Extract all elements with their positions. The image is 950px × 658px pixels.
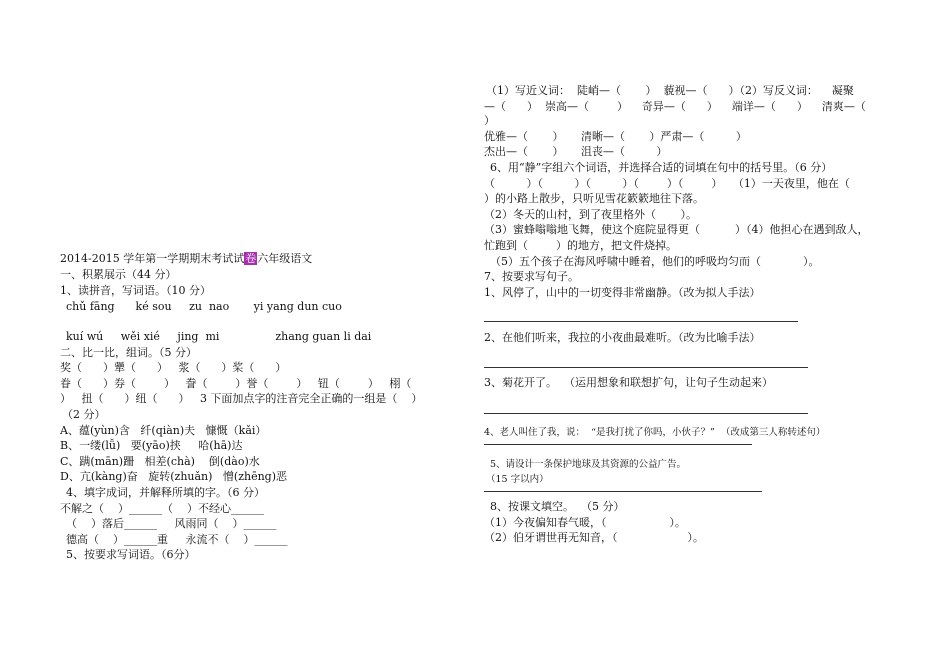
answer-line-2[interactable] (484, 367, 808, 368)
compare-row-2: 眷（ ）券（ ） 誊（ ）誉（ ） 钮（ ） 栩（ (60, 377, 412, 390)
question-4-heading: 4、填字成词，并解释所填的字。（6 分） (66, 486, 265, 499)
synonym-row-1: （1）写近义词： 陡峭—（ ） 藐视—（ ）（2）写反义词： 凝聚 (486, 84, 854, 97)
question-6-sentence-4: 忙跑到（ ）的地方，把文件烧掉。 (484, 239, 677, 252)
highlighted-char: 卷 (245, 252, 257, 265)
section-two-heading: 二、比一比，组词。（5 分） (60, 346, 197, 359)
answer-line-4[interactable] (484, 444, 752, 445)
pinyin-row-1: chǔ fāng ké sou zu nao yi yang dun cuo (66, 300, 342, 313)
antonym-row-3: 杰出—（ ） 沮丧—（ ） (484, 145, 668, 158)
question-8-item-1: （1）今夜偏知春气暖，（ ）。 (484, 516, 686, 529)
question-6-sentence-5: （5）五个孩子在海风呼啸中睡着，他们的呼吸均匀而（ ）。 (490, 255, 820, 268)
antonym-row-1-end: ） (484, 114, 495, 127)
question-6-sentence-2: （2）冬天的山村，到了夜里格外（ ）。 (484, 208, 697, 221)
question-7-item-4: 4、老人叫住了我，说： “是我打扰了你吗，小伙子？” （改成第三人称转述句） (484, 427, 826, 438)
question-6-heading: 6、用“静”字组六个词语，并选择合适的词填在句中的括号里。（6 分） (490, 161, 833, 174)
title-text-end: 六年级语文 (257, 252, 313, 265)
title-text: 2014-2015 学年第一学期期末考试试 (60, 252, 245, 265)
answer-line-5[interactable] (484, 491, 762, 492)
answer-line-3[interactable] (484, 413, 808, 414)
compare-row-3: ） 扭（ ）纽（ ） 3 下面加点字的注音完全正确的一组是（ ） (60, 392, 423, 405)
answer-line-1[interactable] (484, 321, 798, 322)
question-7-item-3: 3、菊花开了。 （运用想象和联想扩句，让句子生动起来） (484, 376, 773, 389)
question-8-heading: 8、按课文填空。 （5 分） (490, 500, 625, 513)
question-7-item-5-limit: （15 字以内） (486, 474, 549, 485)
question-1-heading: 1、读拼音，写词语。（10 分） (60, 284, 211, 297)
pinyin-row-2: kuí wú wěi xié jing mi zhang guan li dai (66, 330, 372, 343)
fill-row-1: 不解之（ ）______（ ）不经心______ (60, 502, 264, 515)
fill-row-2: （ ）落后______ 风雨同（ ）______ (66, 517, 277, 530)
section-one-heading: 一、积累展示（44 分） (60, 268, 177, 281)
exam-title (60, 252, 312, 266)
option-c: C、蹒(mān)跚 相差(chà) 倒(dào)水 (60, 455, 260, 468)
question-6-sentence-3: （3）蜜蜂嗡嗡地飞舞，使这个庭院显得更（ ）（4）他担心在遇到敌人， (484, 223, 869, 236)
question-3-score: （2 分） (62, 408, 106, 421)
antonym-row-2: 优雅—（ ） 清晰—（ ）严肃—（ ） (484, 130, 747, 143)
question-6-blanks: （ ）（ ）（ ）（ ）（ ） （1）一天夜里，他在（ (484, 177, 850, 190)
question-6-sentence-1: ）的小路上散步，只听见雪花簌簌地往下落。 (484, 192, 704, 205)
question-7-item-2: 2、在他们听来，我拉的小夜曲最难听。（改为比喻手法） (484, 331, 761, 344)
option-d: D、亢(kàng)奋 旋转(zhuǎn) 憎(zhēng)恶 (60, 470, 288, 483)
question-8-item-2: （2）伯牙谓世再无知音，（ ）。 (484, 531, 704, 544)
option-b: B、一缕(lǚ) 要(yāo)挟 哈(hā)达 (60, 439, 243, 452)
question-5-heading: 5、按要求写词语。（6分） (66, 548, 196, 561)
option-a: A、蕴(yùn)含 纤(qiàn)夫 慷慨（kǎi） (60, 424, 267, 437)
question-7-item-1: 1、风停了，山中的一切变得非常幽静。（改为拟人手法） (484, 286, 761, 299)
fill-row-3: 德高（ ）______重 永流不（ ）______ (66, 533, 288, 546)
antonym-row-1: —（ ） 崇高—（ ） 奇异—（ ） 端详—（ ） 清爽—（ (484, 100, 866, 113)
question-7-item-5: 5、请设计一条保护地球及其资源的公益广告。 (490, 459, 687, 470)
compare-row-1: 奖（ ）犟（ ） 浆（ ）桨（ ） (60, 361, 287, 374)
question-7-heading: 7、按要求写句子。 (484, 270, 579, 283)
